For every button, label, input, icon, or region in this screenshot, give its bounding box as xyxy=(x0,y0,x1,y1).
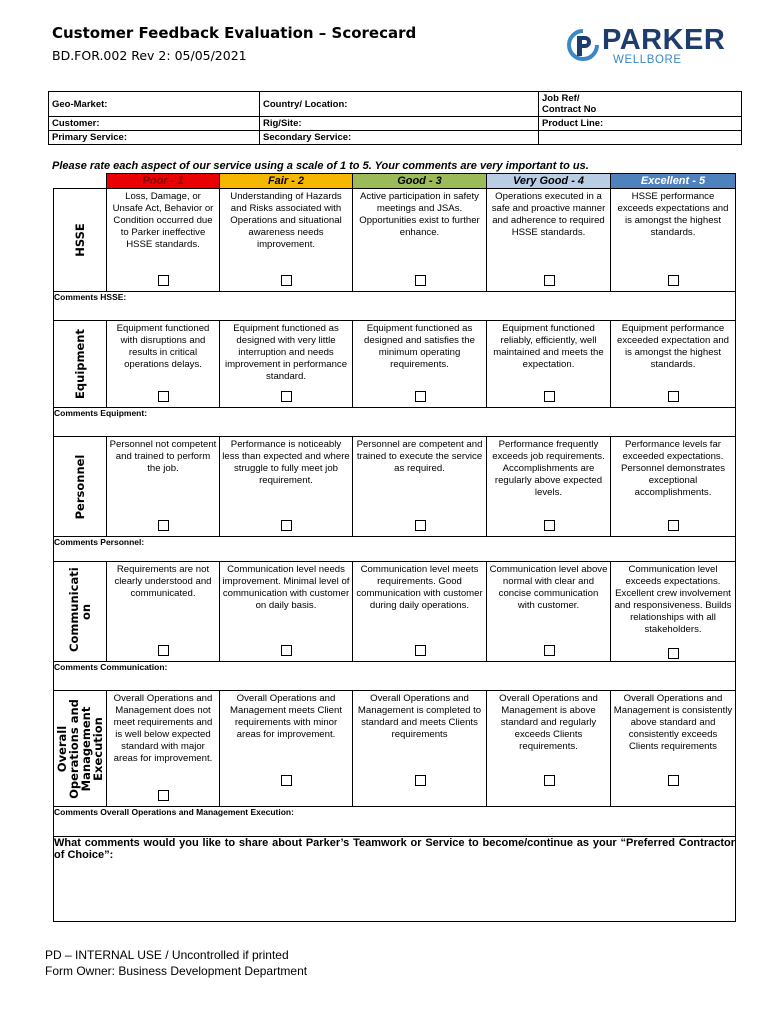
rating-description: Overall Operations and Management does not meet requirements and is well below expected standard with major areas for improvement. xyxy=(113,693,213,764)
footer-classification: PD – INTERNAL USE / Uncontrolled if printed xyxy=(45,948,289,962)
rating-cell xyxy=(107,437,220,537)
category-label: HSSE xyxy=(73,223,87,257)
rating-checkbox[interactable] xyxy=(158,645,169,656)
rating-instruction: Please rate each aspect of our service using a scale of 1 to 5. Your comments are very important to us. xyxy=(52,160,589,172)
customer-field[interactable]: Customer: xyxy=(49,117,260,131)
rating-description: HSSE performance exceeds expectations and is amongst the highest standards. xyxy=(617,191,729,238)
category-row-overall-operations xyxy=(54,691,736,807)
rating-description: Overall Operations and Management is completed to standard and meets Clients requirements xyxy=(357,693,482,740)
rating-description: Overall Operations and Management is above standard and regularly exceeds Clients requirements. xyxy=(499,693,598,752)
rating-checkbox[interactable] xyxy=(281,645,292,656)
category-label-cell xyxy=(54,321,107,408)
comment-field[interactable]: Comments Personnel: xyxy=(54,537,736,562)
category-label-cell xyxy=(54,562,107,662)
rating-checkbox[interactable] xyxy=(281,520,292,531)
job-ref-label: Job Ref/ xyxy=(542,93,580,104)
rating-cell xyxy=(611,189,736,292)
page-title: Customer Feedback Evaluation – Scorecard xyxy=(52,24,417,42)
comment-field[interactable]: Comments Communication: xyxy=(54,662,736,691)
rating-cell xyxy=(107,691,220,807)
category-label: Equipment xyxy=(73,329,87,399)
category-row-hsse xyxy=(54,189,736,292)
rating-description: Equipment functioned as designed with very little interruption and needs improvement in performance standard. xyxy=(224,323,348,382)
rating-description: Performance levels far exceeded expectations. Personnel demonstrates exceptional accomplishments. xyxy=(621,439,725,498)
rating-description: Loss, Damage, or Unsafe Act, Behavior or Condition occurred due to Parker ineffective HSSE standards. xyxy=(112,191,214,250)
rating-checkbox[interactable] xyxy=(158,391,169,402)
job-info-table xyxy=(48,91,742,145)
logo-wordmark: PARKER xyxy=(602,24,726,56)
logo-subtitle: WELLBORE xyxy=(613,54,682,66)
rating-cell xyxy=(353,562,487,662)
empty-info-cell xyxy=(539,131,742,145)
rating-checkbox[interactable] xyxy=(415,645,426,656)
rating-checkbox[interactable] xyxy=(544,645,555,656)
rating-description: Operations executed in a safe and proactive manner and adherence to required HSSE standards. xyxy=(491,191,606,238)
rating-description: Overall Operations and Management meets Client requirements with minor areas for improvement. xyxy=(230,693,342,740)
rating-checkbox[interactable] xyxy=(544,275,555,286)
comment-row-communication xyxy=(54,662,736,691)
rating-checkbox[interactable] xyxy=(544,775,555,786)
rating-header-row xyxy=(54,174,736,189)
rating-cell xyxy=(611,691,736,807)
rating-checkbox[interactable] xyxy=(544,391,555,402)
rating-checkbox[interactable] xyxy=(544,520,555,531)
rating-description: Performance frequently exceeds job requirements. Accomplishments are regularly above expected levels. xyxy=(492,439,605,498)
preferred-contractor-row xyxy=(54,837,736,922)
rating-checkbox[interactable] xyxy=(415,520,426,531)
rating-checkbox[interactable] xyxy=(158,520,169,531)
category-label: Communicati on xyxy=(67,566,93,652)
category-row-personnel xyxy=(54,437,736,537)
rating-description: Equipment functioned with disruptions and results in critical operations delays. xyxy=(116,323,210,370)
rating-cell xyxy=(487,189,611,292)
rating-cell xyxy=(220,321,353,408)
rating-checkbox[interactable] xyxy=(415,775,426,786)
rating-cell xyxy=(107,189,220,292)
rating-description: Equipment functioned reliably, efficiently, well maintained and meets the expectation. xyxy=(493,323,604,370)
comment-field[interactable]: Comments Equipment: xyxy=(54,408,736,437)
rating-checkbox[interactable] xyxy=(281,275,292,286)
rating-description: Overall Operations and Management is consistently above standard and consistently exceeds Clients requirements xyxy=(613,693,733,752)
secondary-service-field[interactable]: Secondary Service: xyxy=(260,131,539,145)
rating-cell xyxy=(107,562,220,662)
rating-description: Requirements are not clearly understood and communicated. xyxy=(114,564,212,599)
form-code: BD.FOR.002 Rev 2: 05/05/2021 xyxy=(52,48,247,63)
rating-description: Personnel not competent and trained to perform the job. xyxy=(109,439,217,474)
rating-description: Communication level meets requirements. Good communication with customer during daily operations. xyxy=(356,564,483,611)
rating-very-good: Very Good - 4 xyxy=(487,174,611,189)
category-label-cell xyxy=(54,189,107,292)
header-corner xyxy=(54,174,107,189)
comment-field[interactable]: Comments HSSE: xyxy=(54,292,736,321)
rating-cell xyxy=(220,691,353,807)
primary-service-field[interactable]: Primary Service: xyxy=(49,131,260,145)
comment-field[interactable]: Comments Overall Operations and Management Execution: xyxy=(54,807,736,837)
category-row-equipment xyxy=(54,321,736,408)
rating-poor: Poor - 1 xyxy=(107,174,220,189)
category-label-cell xyxy=(54,437,107,537)
rating-cell xyxy=(487,321,611,408)
rating-checkbox[interactable] xyxy=(415,275,426,286)
rating-cell xyxy=(353,189,487,292)
preferred-contractor-field[interactable]: What comments would you like to share about Parker’s Teamwork or Service to become/continue as your “Preferred Contractor of Choice”: xyxy=(54,837,736,922)
rating-cell xyxy=(220,437,353,537)
comment-row-hsse xyxy=(54,292,736,321)
rating-cell xyxy=(353,321,487,408)
parker-logo xyxy=(566,26,726,70)
rating-checkbox[interactable] xyxy=(668,275,679,286)
rating-good: Good - 3 xyxy=(353,174,487,189)
footer-form-owner: Form Owner: Business Development Department xyxy=(45,964,308,978)
rating-description: Performance is noticeably less than expected and where struggle to fully meet job requirement. xyxy=(222,439,350,486)
country-field[interactable]: Country/ Location: xyxy=(260,92,539,117)
rating-cell xyxy=(353,691,487,807)
rating-description: Equipment performance exceeded expectation and is amongst the highest standards. xyxy=(616,323,729,370)
rating-checkbox[interactable] xyxy=(158,275,169,286)
comment-row-overall-operations xyxy=(54,807,736,837)
rating-cell xyxy=(220,189,353,292)
rig-site-field[interactable]: Rig/Site: xyxy=(260,117,539,131)
comment-row-personnel xyxy=(54,537,736,562)
job-ref-field[interactable] xyxy=(539,92,742,117)
category-label: Personnel xyxy=(73,454,87,519)
category-label: Overall Operations and Management Execution xyxy=(55,698,105,799)
geo-market-field[interactable]: Geo-Market: xyxy=(49,92,260,117)
rating-fair: Fair - 2 xyxy=(220,174,353,189)
rating-excellent: Excellent - 5 xyxy=(611,174,736,189)
category-label-cell xyxy=(54,691,107,807)
comment-row-equipment xyxy=(54,408,736,437)
rating-description: Equipment functioned as designed and satisfies the minimum operating requirements. xyxy=(364,323,475,370)
category-row-communication xyxy=(54,562,736,662)
rating-description: Personnel are competent and trained to execute the service as required. xyxy=(356,439,483,474)
rating-checkbox[interactable] xyxy=(415,391,426,402)
rating-cell xyxy=(611,562,736,662)
rating-checkbox[interactable] xyxy=(668,520,679,531)
contract-no-label: Contract No xyxy=(542,104,597,115)
rating-description: Communication level above normal with clear and concise communication with customer. xyxy=(489,564,608,611)
rating-cell xyxy=(353,437,487,537)
rating-description: Active participation in safety meetings and JSAs. Opportunities exist to further enhance. xyxy=(359,191,480,238)
rating-description: Communication level needs improvement. Minimal level of communication with customer on daily basis. xyxy=(222,564,350,611)
rating-checkbox[interactable] xyxy=(668,391,679,402)
rating-description: Communication level exceeds expectations. Excellent crew involvement and responsiveness. Builds relationships with all stakeholders. xyxy=(614,564,732,635)
rating-checkbox[interactable] xyxy=(158,790,169,801)
rating-cell xyxy=(611,321,736,408)
rating-cell xyxy=(220,562,353,662)
parker-logo-icon xyxy=(566,28,600,62)
rating-checkbox[interactable] xyxy=(281,391,292,402)
rating-cell xyxy=(487,562,611,662)
rating-cell xyxy=(611,437,736,537)
scorecard-table xyxy=(53,173,736,922)
rating-description: Understanding of Hazards and Risks associated with Operations and situational awareness needs improvement. xyxy=(230,191,342,250)
rating-cell xyxy=(107,321,220,408)
product-line-field[interactable]: Product Line: xyxy=(539,117,742,131)
rating-checkbox[interactable] xyxy=(668,775,679,786)
rating-checkbox[interactable] xyxy=(281,775,292,786)
rating-cell xyxy=(487,437,611,537)
rating-checkbox[interactable] xyxy=(668,648,679,659)
rating-cell xyxy=(487,691,611,807)
